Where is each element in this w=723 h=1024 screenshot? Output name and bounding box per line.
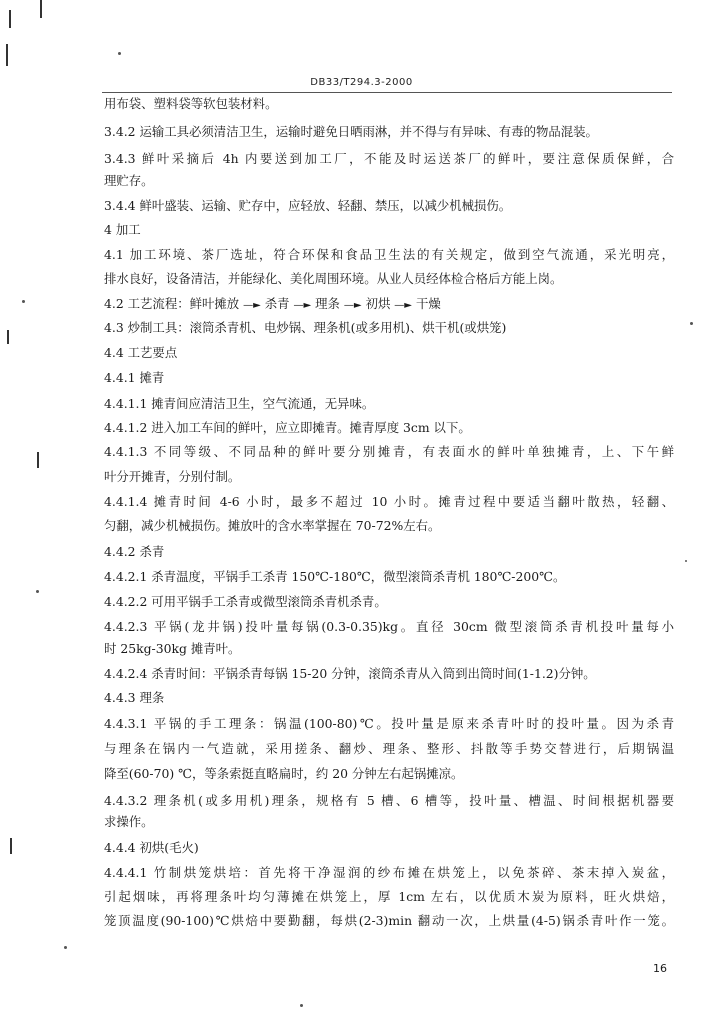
text-line: 4.4.3.1 平锅的手工理条：锅温(100-80)℃。投叶量是原来杀青叶时的投叶量。因为杀青 [104, 716, 674, 731]
page-number: 16 [653, 962, 667, 975]
flow-arrow-icon: —► [293, 300, 312, 311]
text-line: 4.4.1 摊青 [104, 370, 165, 385]
text-line: 4.4.2.1 杀青温度，平锅手工杀青 150℃-180℃，微型滚筒杀青机 180℃-200℃。 [104, 569, 566, 584]
text-line: 4.4.3.2 理条机(或多用机)理条，规格有 5 槽、6 槽等，投叶量、槽温、时间根据机器要 [104, 793, 674, 808]
text-line: 4.4.1.1 摊青间应清洁卫生，空气流通，无异味。 [104, 396, 375, 411]
scan-edge-mark [40, 0, 42, 18]
text-line: 4.4.4.1 竹制烘笼烘培：首先将干净湿润的纱布摊在烘笼上，以免茶碎、茶末掉入炭盆， [104, 865, 674, 880]
text-line: 3.4.3 鲜叶采摘后 4h 内要送到加工厂，不能及时运送茶厂的鲜叶，要注意保质保鲜，合 [104, 151, 674, 166]
scan-edge-mark [37, 452, 39, 468]
text-line: 4.4.1.3 不同等级、不同品种的鲜叶要分别摊青，有表面水的鲜叶单独摊青，上、下午鲜 [104, 444, 674, 459]
text-line: 4.3 炒制工具：滚筒杀青机、电炒锅、理条机(或多用机)、烘干机(或烘笼) [104, 320, 507, 335]
scan-speck [22, 300, 25, 303]
text-line: 3.4.2 运输工具必须清洁卫生，运输时避免日晒雨淋，并不得与有异味、有毒的物品混装。 [104, 124, 598, 139]
flow-step: 鲜叶摊放 [189, 296, 240, 311]
flow-step: 初烘 [365, 296, 391, 311]
scan-edge-mark [10, 838, 12, 854]
text-line: 理贮存。 [104, 173, 154, 188]
text-line: 4.1 加工环境、茶厂选址，符合环保和食品卫生法的有关规定，做到空气流通，采光明亮， [104, 247, 674, 262]
section-heading: 4 加工 [104, 222, 141, 237]
scan-speck [685, 560, 687, 562]
scan-edge-mark [9, 10, 11, 28]
scan-speck [690, 322, 693, 325]
flow-step: 杀青 [264, 296, 290, 311]
process-flow-prefix: 4.2 工艺流程： [104, 296, 190, 311]
process-flow-line [104, 296, 674, 314]
text-line: 排水良好，设备清洁，并能绿化、美化周围环境。从业人员经体检合格后方能上岗。 [104, 271, 563, 286]
text-line: 4.4 工艺要点 [104, 345, 178, 360]
standard-code-header: DB33/T294.3-2000 [310, 77, 413, 88]
flow-step: 理条 [315, 296, 340, 311]
text-line: 4.4.4 初烘(毛火) [104, 840, 199, 855]
text-line: 引起烟味，再将理条叶均匀薄摊在烘笼上，厚 1cm 左右，以优质木炭为原料，旺火烘焙， [104, 889, 674, 904]
text-line: 用布袋、塑料袋等软包装材料。 [104, 96, 278, 111]
scan-speck [118, 52, 121, 55]
scan-edge-mark [6, 44, 8, 66]
text-line: 求操作。 [104, 814, 154, 829]
text-line: 4.4.2 杀青 [104, 544, 165, 559]
text-line: 与理条在锅内一气造就，采用搓条、翻炒、理条、整形、抖散等手势交替进行，后期锅温 [104, 741, 674, 756]
text-line: 叶分开摊青，分别付制。 [104, 469, 241, 484]
text-line: 4.4.1.4 摊青时间 4-6 小时，最多不超过 10 小时。摊青过程中要适当翻叶散热，轻翻、 [104, 494, 674, 509]
flow-arrow-icon: —► [243, 300, 261, 311]
text-line: 4.4.2.4 杀青时间：平锅杀青每锅 15-20 分钟，滚筒杀青从入筒到出筒时间(1-1.2)分钟。 [104, 666, 596, 681]
text-line: 4.4.2.2 可用平锅手工杀青或微型滚筒杀青机杀青。 [104, 594, 387, 609]
text-line: 4.4.3 理条 [104, 690, 165, 705]
text-line: 时 25kg-30kg 摊青叶。 [104, 641, 241, 656]
text-line: 3.4.4 鲜叶盛装、运输、贮存中，应轻放、轻翻、禁压，以减少机械损伤。 [104, 198, 512, 213]
text-line: 匀翻，减少机械损伤。摊放叶的含水率掌握在 70-72%左右。 [104, 518, 441, 533]
text-line: 降至(60-70) ℃，等条索挺直略扁时，约 20 分钟左右起锅摊凉。 [104, 766, 464, 781]
scan-speck [64, 946, 67, 949]
text-line: 4.4.1.2 进入加工车间的鲜叶，应立即摊青。摊青厚度 3cm 以下。 [104, 420, 471, 435]
header-rule [102, 92, 672, 93]
flow-arrow-icon: —► [343, 300, 362, 311]
scan-speck [36, 590, 39, 593]
scan-edge-mark [7, 330, 9, 344]
flow-arrow-icon: —► [394, 300, 412, 311]
text-line: 4.4.2.3 平锅(龙井锅)投叶量每锅(0.3-0.35)kg。直径 30cm 微型滚筒杀青机投叶量每小 [104, 619, 674, 634]
flow-step: 干燥 [415, 296, 441, 311]
scan-speck [300, 1004, 303, 1007]
text-line: 笼顶温度(90-100)℃烘焙中要勤翻，每烘(2-3)min 翻动一次，上烘量(4-5)锅杀青叶作一笼。 [104, 913, 674, 928]
